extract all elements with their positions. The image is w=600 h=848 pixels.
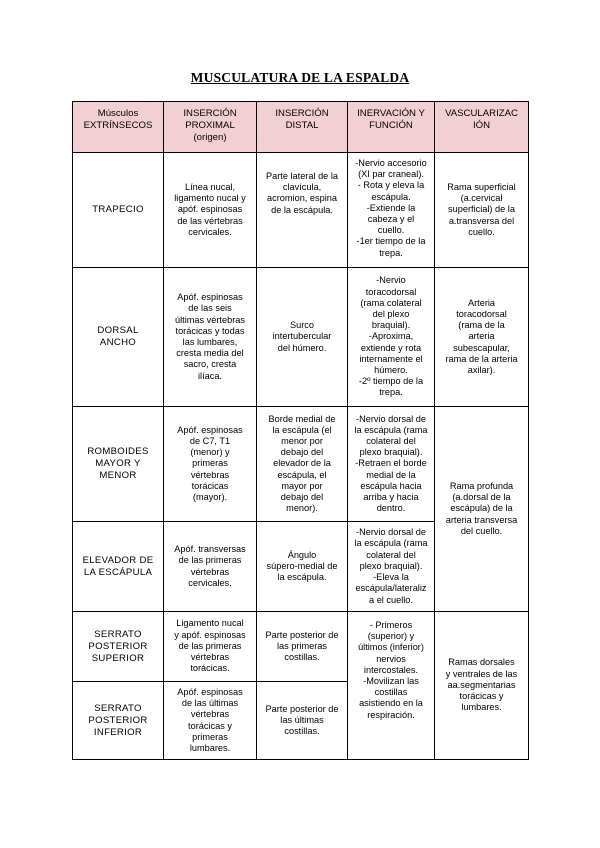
insercion-distal-cell: [257, 522, 348, 612]
inervacion-cell: [348, 612, 435, 760]
cell-text-line: FUNCIÓN: [369, 120, 413, 131]
cell-text-line: respiración.: [367, 709, 415, 720]
insercion-distal-cell: [257, 612, 348, 682]
cell-text-line: costillas.: [284, 726, 320, 737]
cell-text-line: EXTRÍNSECOS: [83, 120, 153, 131]
cell-text-line: asistiendo en la: [359, 698, 423, 709]
cell-text-line: ligamento nucal y: [174, 193, 246, 204]
cell-text-line: escápula hacia: [360, 480, 422, 491]
cell-text-line: MENOR: [99, 470, 137, 481]
cell-text-line: -Extiende la: [366, 202, 416, 213]
cell-text-line: ANCHO: [99, 337, 137, 348]
cell-text-line: (rama colateral: [360, 297, 422, 308]
cell-text-line: (a.cervical: [460, 193, 503, 204]
cell-text-line: nervios: [376, 653, 406, 664]
muscle-name: [73, 407, 164, 522]
insercion-proximal-cell: [164, 153, 257, 268]
cell-text-line: -Movilizan las: [363, 676, 419, 687]
cell-text-line: del húmero.: [277, 342, 327, 353]
cell-text-line: debajo del: [280, 492, 324, 502]
cell-text-line: del cuello.: [460, 525, 503, 536]
header-insercion-proximal: [164, 102, 257, 153]
insercion-proximal-cell: [164, 612, 257, 682]
cell-text-line: elevador de la: [273, 458, 331, 469]
cell-text-line: la escápula (rama: [354, 538, 428, 549]
vascularizacion-cell: [435, 612, 529, 760]
muscle-name: [73, 612, 164, 682]
cell-text-line: arteria transversa: [445, 514, 518, 525]
cell-text-line: internamente el: [359, 353, 423, 364]
insercion-proximal-cell: [164, 682, 257, 760]
cell-text-line: apóf. espinosas: [177, 204, 243, 215]
cell-text-line: MAYOR Y: [95, 458, 141, 469]
insercion-distal-cell: [257, 268, 348, 407]
cell-text-line: toracodorsal: [456, 308, 507, 319]
cell-text-line: trepa.: [379, 387, 403, 398]
cell-text-line: SERRATO: [94, 628, 142, 640]
header-musculos: [73, 102, 164, 153]
page-title: MUSCULATURA DE LA ESPALDA: [190, 70, 410, 85]
cell-text-line: vértebras: [190, 652, 230, 663]
header-inervacion: [348, 102, 435, 153]
cell-text-line: escápula.: [371, 191, 411, 202]
inervacion-cell: [348, 268, 435, 407]
cell-text-line: Rama profunda: [449, 480, 514, 491]
cell-text-line: de la escápula.: [271, 204, 333, 215]
cell-text-line: - Rota y eleva la: [357, 180, 425, 191]
cell-text-line: trepa.: [379, 247, 403, 258]
cell-text-line: extiende y rota: [360, 342, 422, 353]
inervacion-cell: [348, 407, 435, 522]
cell-text-line: Borde medial de: [268, 413, 336, 424]
cell-text-line: intercostales.: [363, 664, 419, 675]
cell-text-line: las lumbares,: [182, 337, 238, 347]
insercion-distal-cell: [257, 153, 348, 268]
cell-text-line: SUPERIOR: [91, 652, 145, 664]
cell-text-line: la escápula (rama: [354, 424, 428, 435]
cell-text-line: plexo braquial).: [359, 447, 423, 458]
cell-text-line: INFERIOR: [93, 726, 143, 738]
inervacion-cell: [348, 153, 435, 268]
cell-text-line: -2º tiempo de la: [358, 376, 424, 387]
cell-text-line: Arteria: [467, 297, 496, 308]
vascularizacion-cell: [435, 268, 529, 407]
cell-text-line: -Nervio accesorio: [355, 158, 427, 168]
header-vascularizacion: [435, 102, 529, 153]
cell-text-line: de las seis: [188, 303, 232, 314]
cell-text-line: las primeras: [276, 640, 328, 651]
cell-text-line: VASCULARIZAC: [445, 108, 518, 119]
cell-text-line: cresta media del: [176, 348, 244, 359]
cell-text-line: (a.dorsal de la: [452, 492, 511, 503]
cell-text-line: Parte lateral de la: [265, 171, 338, 181]
cell-text-line: Línea nucal,: [184, 181, 236, 192]
cell-text-line: y ventrales de las: [445, 668, 518, 679]
cell-text-line: vértebras: [190, 566, 230, 577]
cell-text-line: vértebras: [190, 469, 230, 480]
cell-text-line: POSTERIOR: [88, 640, 148, 652]
cell-text-line: las últimas: [280, 714, 324, 725]
cell-text-line: Parte posterior de: [265, 629, 339, 640]
cell-text-line: acromion, espina: [267, 193, 337, 204]
cell-text-line: menor).: [286, 503, 318, 514]
cell-text-line: ROMBOIDES: [87, 446, 149, 457]
cell-text-line: escápula, el: [277, 469, 327, 480]
cell-text-line: Surco: [289, 320, 314, 331]
muscle-name: [73, 522, 164, 612]
insercion-distal-cell: [257, 407, 348, 522]
cell-text-line: rama de la arteria: [445, 353, 518, 364]
cell-text-line: (rama de la: [458, 320, 505, 331]
cell-text-line: (superior) y: [367, 631, 415, 642]
cell-text-line: torácicas y todas: [175, 325, 245, 336]
cell-text-line: (mayor).: [192, 492, 228, 502]
cell-text-line: torácicas.: [190, 663, 230, 674]
table-row-trapecio: [73, 153, 529, 268]
cell-text-line: debajo del: [280, 447, 324, 458]
cell-text-line: Ángulo: [287, 549, 317, 560]
cell-text-line: Apóf. espinosas: [177, 686, 243, 697]
muscle-name: [73, 682, 164, 760]
cell-text-line: ilíaca.: [197, 370, 222, 381]
cell-text-line: INERVACIÓN Y: [357, 108, 425, 119]
cell-text-line: plexo braquial).: [359, 560, 423, 571]
cell-text-line: -Eleva la: [373, 572, 409, 583]
cell-text-line: menor por: [281, 435, 323, 446]
cell-text-line: DORSAL: [97, 325, 139, 336]
cell-text-line: IÓN: [472, 120, 491, 131]
header-insercion-distal: [257, 102, 348, 153]
cell-text-line: lumbares.: [189, 742, 231, 753]
cell-text-line: Ligamento nucal: [176, 618, 244, 629]
cell-text-line: de las vértebras: [177, 215, 243, 226]
cell-text-line: sacro, cresta: [183, 359, 237, 370]
table-row-serrato-superior: [73, 612, 529, 682]
cell-text-line: toracodorsal: [365, 286, 417, 297]
cell-text-line: del plexo: [372, 308, 410, 319]
table-row-romboides: [73, 407, 529, 522]
cell-text-line: Apóf. espinosas: [177, 424, 243, 435]
insercion-proximal-cell: [164, 522, 257, 612]
cell-text-line: - Primeros: [369, 620, 413, 630]
cell-text-line: cuello.: [377, 225, 405, 236]
cell-text-line: colateral del: [366, 435, 416, 446]
cell-text-line: de las primeras: [178, 555, 242, 566]
cell-text-line: de C7, T1: [189, 435, 231, 446]
cell-text-line: (menor) y: [190, 447, 230, 458]
cell-text-line: medial de la: [366, 469, 416, 480]
cell-text-line: costillas.: [284, 652, 320, 663]
cell-text-line: de las últimas: [181, 698, 239, 709]
cell-text-line: -Aproxima,: [368, 331, 414, 342]
cell-text-line: vértebras: [190, 709, 230, 720]
cell-text-line: aa.segmentarias: [447, 679, 516, 690]
cell-text-line: axilar).: [467, 365, 496, 375]
cell-text-line: la escápula (el: [272, 424, 332, 435]
cell-text-line: intertubercular: [272, 331, 332, 342]
cell-text-line: subescapular,: [453, 342, 510, 353]
cell-text-line: húmero.: [374, 365, 408, 375]
insercion-distal-cell: [257, 682, 348, 760]
cell-text-line: cervicales.: [188, 226, 232, 237]
cell-text-line: POSTERIOR: [88, 714, 148, 726]
cell-text-line: cabeza y el: [367, 214, 415, 225]
cell-text-line: cuello.: [468, 226, 495, 237]
cell-text-line: de las primeras: [178, 640, 242, 651]
cell-text-line: costillas: [374, 687, 408, 698]
cell-text-line: PROXIMAL: [185, 120, 235, 131]
cell-text-line: TRAPECIO: [92, 204, 144, 215]
cell-text-line: Apóf. transversas: [174, 544, 246, 555]
cell-text-line: (origen): [193, 132, 227, 143]
cell-text-line: Apóf. espinosas: [177, 292, 243, 303]
cell-text-line: torácicas y: [459, 691, 504, 702]
cell-text-line: DISTAL: [285, 120, 319, 131]
cell-text-line: Parte posterior de: [265, 703, 339, 714]
cell-text-line: escápula) de la: [450, 503, 513, 514]
vascularizacion-cell: [435, 153, 529, 268]
cell-text-line: últimas vértebras: [175, 314, 245, 325]
cell-text-line: Rama superficial: [447, 181, 516, 192]
cell-text-line: primeras: [192, 731, 228, 742]
cell-text-line: -Nervio dorsal de: [356, 413, 426, 424]
cell-text-line: -Nervio dorsal de: [356, 527, 426, 538]
header-row: [73, 102, 529, 153]
cell-text-line: dentro.: [376, 503, 406, 514]
cell-text-line: ELEVADOR DE: [82, 554, 154, 566]
cell-text-line: a.transversa del: [448, 215, 515, 226]
cell-text-line: -1er tiempo de la: [356, 236, 426, 247]
cell-text-line: (XI par craneal).: [358, 169, 424, 180]
cell-text-line: escápula/lateraliz: [355, 583, 427, 594]
cell-text-line: INSERCIÓN: [275, 108, 329, 119]
cell-text-line: mayor por: [281, 480, 323, 491]
cell-text-line: arriba y hacia: [363, 492, 419, 502]
inervacion-cell: [348, 522, 435, 612]
cell-text-line: lumbares.: [461, 702, 502, 713]
cell-text-line: LA ESCÁPULA: [83, 566, 153, 578]
cell-text-line: clavícula,: [282, 182, 322, 193]
cell-text-line: Músculos: [97, 108, 139, 119]
cell-text-line: braquial).: [371, 320, 411, 331]
cell-text-line: cervicales.: [188, 577, 232, 588]
cell-text-line: -Nervio: [376, 275, 406, 286]
muscle-name: [73, 268, 164, 407]
cell-text-line: INSERCIÓN: [183, 108, 237, 119]
cell-text-line: arteria: [468, 331, 495, 342]
cell-text-line: torácicas: [191, 480, 229, 491]
cell-text-line: la escápula.: [277, 572, 327, 583]
cell-text-line: -Retraen el borde: [355, 458, 427, 469]
cell-text-line: colateral del: [366, 549, 416, 560]
cell-text-line: torácicas y: [188, 720, 232, 731]
table-row-dorsal-ancho: [73, 268, 529, 407]
cell-text-line: últimos (inferior): [358, 642, 424, 653]
back-muscles-table: [72, 101, 529, 760]
cell-text-line: primeras: [192, 458, 228, 469]
cell-text-line: SERRATO: [94, 702, 142, 714]
insercion-proximal-cell: [164, 407, 257, 522]
muscle-name: [73, 153, 164, 268]
cell-text-line: súpero-medial de: [266, 560, 338, 571]
insercion-proximal-cell: [164, 268, 257, 407]
cell-text-line: y apóf. espinosas: [174, 629, 246, 640]
cell-text-line: Ramas dorsales: [448, 657, 515, 668]
cell-text-line: a el cuello.: [369, 594, 413, 605]
cell-text-line: superficial) de la: [448, 204, 515, 215]
vascularizacion-cell: [435, 407, 529, 612]
